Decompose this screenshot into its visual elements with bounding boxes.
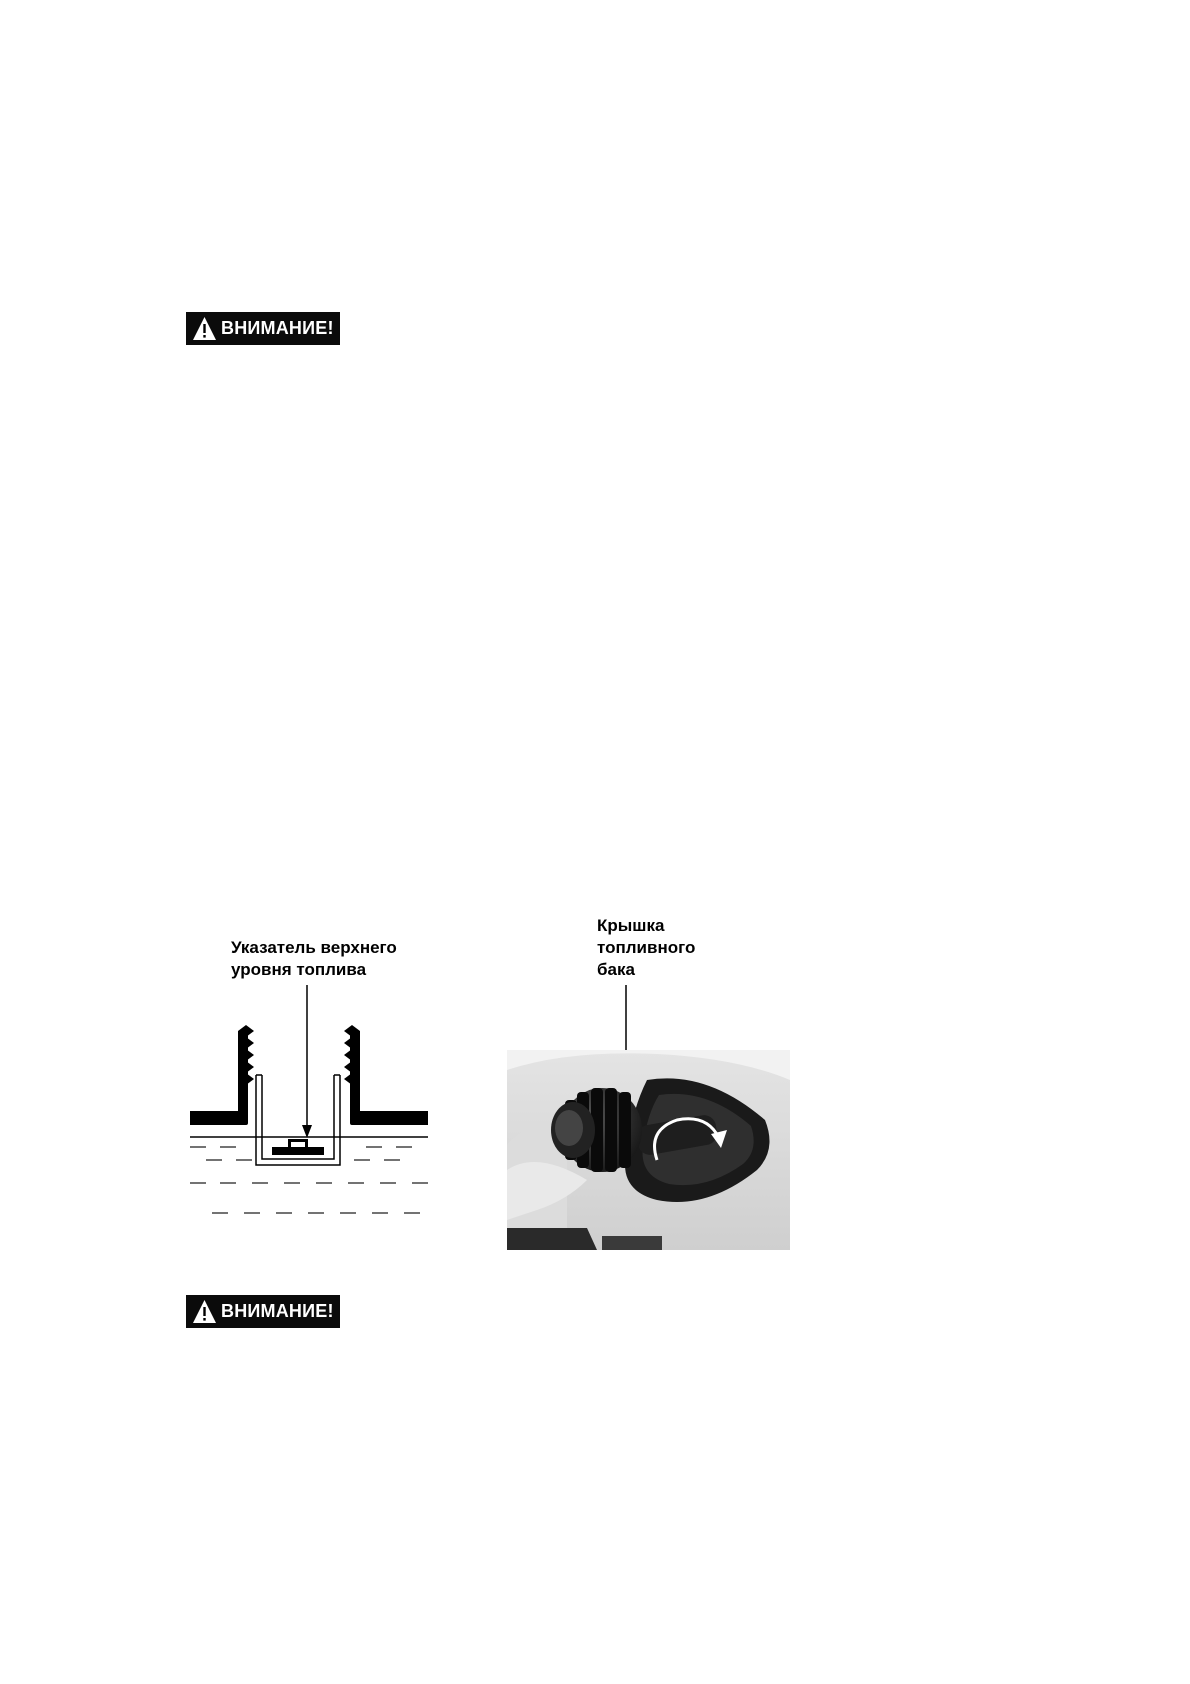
fuel-level-label-line1: Указатель верхнего [231,938,397,957]
fuel-cap-photo [507,1050,790,1250]
fuel-cap-label-line1: Крышка [597,916,665,935]
warning-triangle-icon [192,316,217,341]
warning-label: ВНИМАНИЕ! [221,318,334,338]
warning-label: ВНИМАНИЕ! [221,1301,334,1321]
fuel-cap-label-line2: топливного [597,938,696,957]
warning-triangle-icon [192,1299,217,1324]
fuel-level-label-line2: уровня топлива [231,960,367,979]
fuel-level-diagram [190,1015,430,1235]
warning-badge [186,1295,340,1328]
warning-badge [186,312,340,345]
fuel-cap-label-line3: бака [597,960,635,979]
